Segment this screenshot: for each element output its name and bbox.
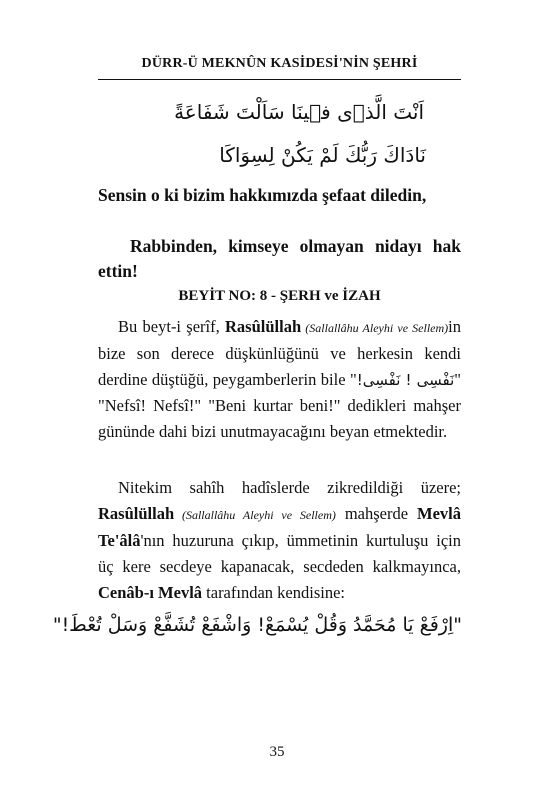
arabic-verse-line-2: نَادَاكَ رَبُّكَ لَمْ يَكُنْ لِسِوَاكَا <box>219 143 426 167</box>
arabic-verse-line-1: اَنْتَ الَّذ۪ى ف۪ينَا سَاَلْتَ شَفَاعَةً <box>174 100 424 124</box>
page-number: 35 <box>269 744 285 760</box>
rasulullah-name: Rasûlüllah <box>225 317 302 336</box>
arabic-inline-nefsi: نَفْسِى ! نَفْسِى! <box>356 371 455 389</box>
paragraph-1 <box>98 314 461 445</box>
mevla-name: Mevlâ Te'âlâ <box>98 504 461 550</box>
salawat-text: (Sallallâhu Aleyhi ve Sellem) <box>174 508 336 522</box>
paragraph-2 <box>98 475 461 606</box>
paragraph-2-part-1: Nitekim sahîh hadîslerde zikredildiği üzere; <box>118 478 461 497</box>
verse-translation-line-1: Sensin o ki bizim hakkımızda şefaat diledin, <box>98 185 427 205</box>
running-header: DÜRR-Ü MEKNÛN KASİDESİ'NİN ŞEHRİ <box>141 56 418 71</box>
salawat-text: (Sallallâhu Aleyhi ve Sellem) <box>301 321 449 335</box>
paragraph-2-part-2: mahşerde <box>335 504 417 523</box>
paragraph-1-part-2: in bize son derece düşkünlüğünü ve herkesin kendi derdine düştüğü, peygamberlerin bile " <box>98 317 461 389</box>
rasulullah-name: Rasûlüllah <box>98 504 175 523</box>
cenab-mevla-name: Cenâb-ı Mevlâ <box>98 583 203 602</box>
header-rule <box>98 79 461 80</box>
paragraph-2-part-3: 'nın huzuruna çıkıp, ümmetinin kurtuluşu için üç kere secdeye kapanacak, secdeden kalkmayınca, <box>98 531 461 576</box>
paragraph-1-part-1: Bu beyt-i şerîf, <box>118 317 226 336</box>
paragraph-1-part-3: " "Nefsî! Nefsî!" "Beni kurtar beni!" dedikleri mahşer gününde dahi bizi unutmayacağını beyan etmektedir. <box>98 370 461 441</box>
paragraph-2-part-4: tarafından kendisine: <box>202 583 345 602</box>
verse-translation-line-2: Rabbinden, kimseye olmayan nidayı hak ettin! <box>98 236 461 281</box>
section-title: BEYİT NO: 8 - ŞERH ve İZAH <box>178 288 381 304</box>
arabic-hadith-quote: "اِرْفَعْ يَا مُحَمَّدُ وَقُلْ يُسْمَعْ! وَاشْفَعْ تُشَفَّعْ وَسَلْ تُعْطَ!" <box>52 614 462 636</box>
